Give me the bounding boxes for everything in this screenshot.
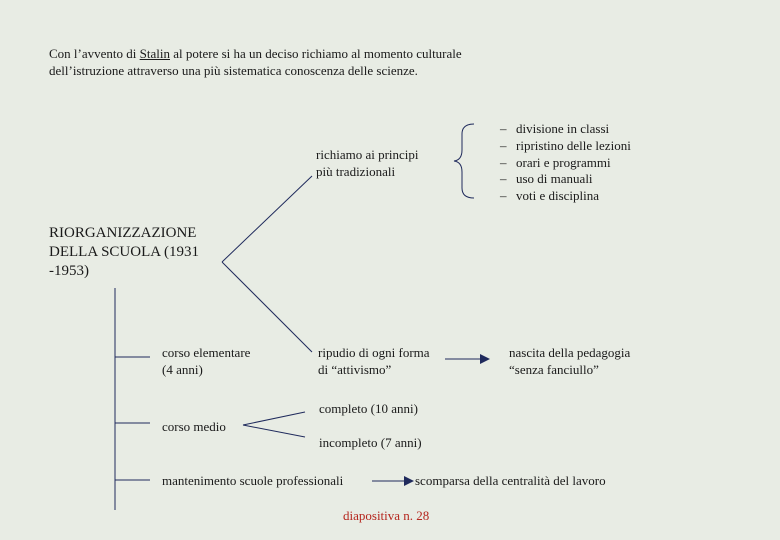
- pedagogy-node: [509, 344, 630, 378]
- intro-line-2: dell’istruzione attraverso una più sistematica conoscenza delle scienze.: [49, 63, 418, 78]
- professional-result: scomparsa della centralità del lavoro: [415, 473, 606, 488]
- branch-traditional-line-1: richiamo ai principi: [316, 147, 419, 162]
- list-item: – ripristino delle lezioni: [500, 138, 631, 155]
- pedagogy-line-2: “senza fanciullo”: [509, 362, 599, 377]
- arrow-work-head: [404, 476, 414, 486]
- intro-line-1-end: al potere si ha un deciso richiamo al momento culturale: [169, 46, 462, 61]
- professional-node: mantenimento scuole professionali: [162, 473, 344, 488]
- stalin-link[interactable]: Stalin: [139, 46, 170, 61]
- intro-line-1-start: Con l’avvento di: [49, 46, 140, 61]
- root-line-2: DELLA SCUOLA (1931: [49, 244, 199, 260]
- pedagogy-line-1: nascita della pedagogia: [509, 345, 631, 360]
- branch-activism-line-2: di “attivismo”: [318, 362, 392, 377]
- root-node: [49, 224, 199, 281]
- branch-traditional: [316, 146, 419, 180]
- elementary-line-1: corso elementare: [162, 345, 251, 360]
- list-item: – orari e programmi: [500, 155, 631, 172]
- root-line-3: -1953): [49, 263, 89, 279]
- connector-root-activism: [222, 262, 312, 352]
- traditional-list: [500, 121, 631, 205]
- elementary-line-2: (4 anni): [162, 362, 203, 377]
- branch-activism: [318, 344, 430, 378]
- connector-incomplete: [243, 425, 305, 437]
- middle-incomplete: incompleto (7 anni): [319, 435, 422, 450]
- list-item: – voti e disciplina: [500, 188, 631, 205]
- middle-complete: completo (10 anni): [319, 401, 418, 416]
- slide-number: diapositiva n. 28: [343, 508, 430, 523]
- branch-traditional-line-2: più tradizionali: [316, 164, 396, 179]
- connector-root-traditional: [222, 176, 312, 262]
- connector-complete: [243, 412, 305, 425]
- list-item: – uso di manuali: [500, 171, 631, 188]
- root-line-1: RIORGANIZZAZIONE: [49, 225, 197, 241]
- elementary-node: [162, 344, 250, 378]
- list-item: – divisione in classi: [500, 121, 631, 138]
- curly-brace: [454, 124, 474, 198]
- arrow-pedagogy-head: [480, 354, 490, 364]
- middle-node: corso medio: [162, 419, 226, 434]
- branch-activism-line-1: ripudio di ogni forma: [318, 345, 430, 360]
